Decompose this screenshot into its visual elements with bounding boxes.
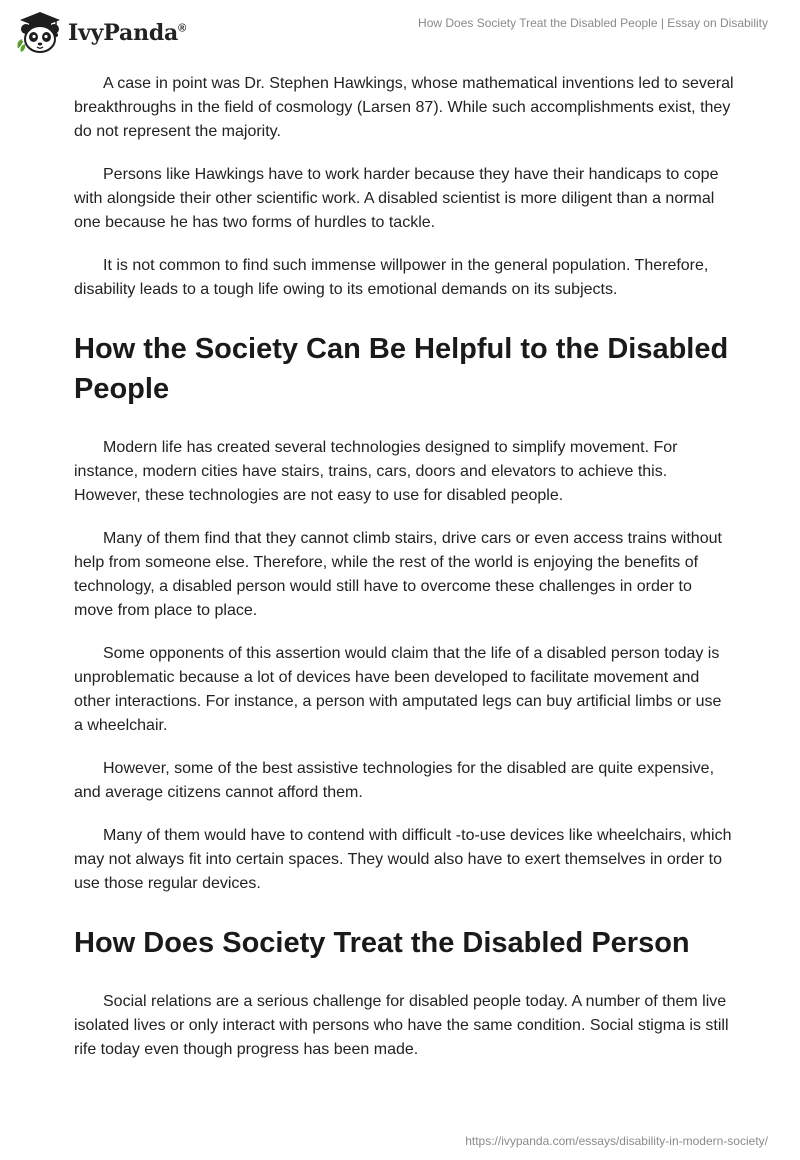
page-title: How Does Society Treat the Disabled People | Essay on Disability [418,16,768,30]
paragraph: Many of them would have to contend with difficult -to-use devices like wheelchairs, which may not always fit into certain spaces. They would also have to exert themselves in order to use those regular devices. [74,827,732,892]
section-heading: How Does Society Treat the Disabled Person [74,927,690,959]
logo-wordmark [68,20,186,46]
paragraph: However, some of the best assistive technologies for the disabled are quite expensive, and average citizens cannot afford them. [74,760,715,801]
section-heading: How the Society Can Be Helpful to the Disabled People [74,333,729,405]
paragraph: Many of them find that they cannot climb stairs, drive cars or even access trains without help from someone else. Therefore, while the rest of the world is enjoying the benefits of technology, a disabled person would still have to overcome these challenges in order to move from place to place. [74,530,722,619]
paragraph: Modern life has created several technologies designed to simplify movement. For instance, modern cities have stairs, trains, cars, doors and elevators to achieve this. However, these technologies are not easy to use for disabled people. [74,439,678,504]
page-header [0,0,800,60]
paragraph: A case in point was Dr. Stephen Hawkings, whose mathematical inventions led to several breakthroughs in the field of cosmology (Larsen 87). While such accomplishments exist, they do not represent the majority. [74,75,734,140]
logo-text: IvyPanda [68,20,179,46]
paragraph: Some opponents of this assertion would claim that the life of a disabled person today is unproblematic because a lot of devices have been developed to facilitate movement and other interactions. For instance, a person with amputated legs can buy artificial limbs or use a wheelchair. [74,645,722,734]
panda-graduate-icon [14,8,66,56]
source-url[interactable]: https://ivypanda.com/essays/disability-in-modern-society/ [465,1134,768,1148]
paragraph: Social relations are a serious challenge for disabled people today. A number of them live isolated lives or only interact with persons who have the same condition. Social stigma is still rife today even though progress has been made. [74,993,729,1058]
paragraph: Persons like Hawkings have to work harder because they have their handicaps to cope with alongside their other scientific work. A disabled scientist is more diligent than a normal one because he has two forms of hurdles to tackle. [74,166,719,231]
ivypanda-logo[interactable] [14,8,186,56]
registered-mark: ® [178,22,187,35]
essay-body [74,72,734,1081]
paragraph: It is not common to find such immense willpower in the general population. Therefore, disability leads to a tough life owing to its emotional demands on its subjects. [74,257,709,298]
